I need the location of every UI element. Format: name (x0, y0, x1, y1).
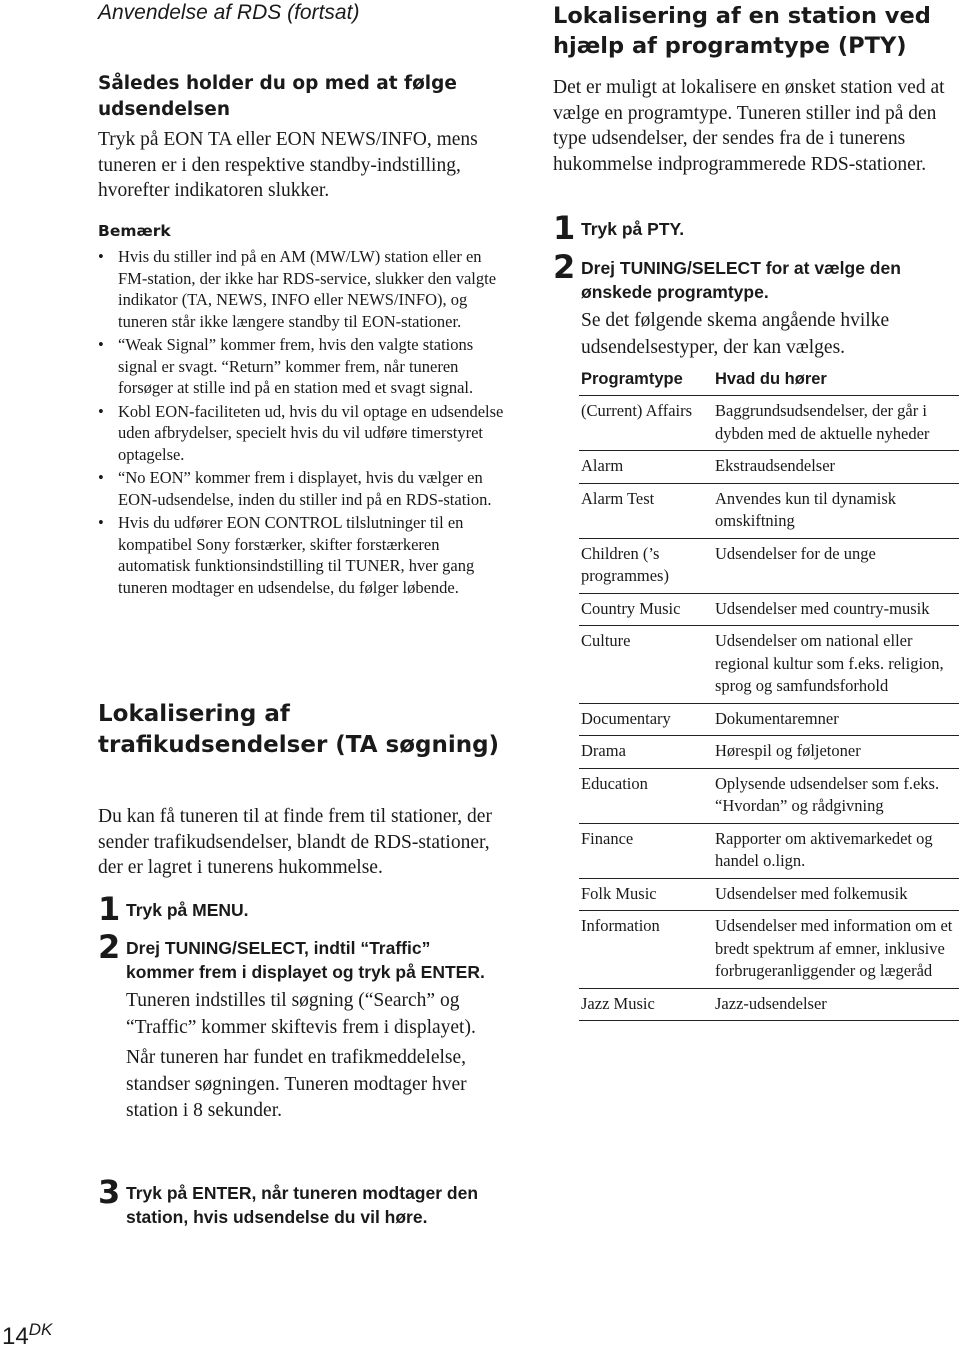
table-row (579, 768, 959, 823)
table-row (579, 396, 959, 451)
programtype-cell: Folk Music (579, 878, 713, 911)
table-row (579, 878, 959, 911)
programtype-cell: Documentary (579, 703, 713, 736)
step-number: 2 (553, 248, 576, 286)
programtype-cell: (Current) Affairs (579, 396, 713, 451)
column-header-programtype: Programtype (579, 366, 713, 396)
description-cell: Jazz-udsendelser (713, 988, 959, 1021)
step-2 (98, 928, 518, 1125)
step-text: Drej TUNING/SELECT for at vælge den ønskede programtype. (581, 258, 901, 302)
description-cell: Udsendelser med folkemusik (713, 878, 959, 911)
note-item (98, 512, 508, 598)
table-row (579, 703, 959, 736)
programtype-cell: Children (’s programmes) (579, 538, 713, 593)
step-text: Tryk på PTY. (581, 219, 685, 239)
step-text: Drej TUNING/SELECT, indtil “Traffic” kommer frem i displayet og tryk på ENTER. (126, 938, 485, 982)
note-item (98, 467, 508, 510)
programtype-cell: Country Music (579, 593, 713, 626)
step-3 (98, 1173, 518, 1229)
note-text: “No EON” kommer frem i displayet, hvis du vælger en EON-udsendelse, inden du stiller ind på en RDS-station. (118, 468, 492, 509)
programtype-cell: Jazz Music (579, 988, 713, 1021)
description-cell: Udsendelser med information om et bredt spektrum af emner, inklusive forbrugeranliggender og lægeråd (713, 911, 959, 989)
page-number (2, 1320, 52, 1351)
bullet-icon: • (98, 513, 104, 532)
table-row (579, 593, 959, 626)
ta-heading: Lokalisering af trafikudsendelser (TA søgning) (98, 701, 500, 758)
step-description: Tuneren indstilles til søgning (“Search” og “Traffic” kommer skiftevis frem i displayet). (126, 990, 476, 1038)
pty-heading: Lokalisering af en station ved hjælp af programtype (PTY) (553, 3, 931, 59)
step-text: Tryk på MENU. (126, 900, 249, 920)
programtype-cell: Information (579, 911, 713, 989)
description-cell: Oplysende udsendelser som f.eks. “Hvordan” og rådgivning (713, 768, 959, 823)
table-row (579, 911, 959, 989)
description-cell: Hørespil og føljetoner (713, 736, 959, 769)
programtype-cell: Alarm Test (579, 483, 713, 538)
pty-intro: Det er muligt at lokalisere en ønsket station ved at vælge en programtype. Tuneren stiller ind på den type udsendelser, der sendes fra de i tunerens hukommelse indprogrammerede RDS-stationer. (553, 77, 945, 175)
step-description: Se det følgende skema angående hvilke udsendelsestyper, der kan vælges. (581, 310, 890, 358)
note-text: Hvis du stiller ind på en AM (MW/LW) station eller en FM-station, der ikke har RDS-service, slukker den valgte indikator (TA, NEWS, INFO eller NEWS/INFO), og tuneren står ikke længere standby til EON-stationer. (118, 247, 497, 331)
section-header: Anvendelse af RDS (fortsat) (98, 1, 360, 24)
step-number: 1 (98, 890, 121, 928)
table-row (579, 451, 959, 484)
page-suffix: DK (28, 1320, 53, 1339)
table-row (579, 626, 959, 704)
programtype-cell: Finance (579, 823, 713, 878)
description-cell: Anvendes kun til dynamisk omskiftning (713, 483, 959, 538)
bullet-icon: • (98, 247, 104, 266)
programtype-table (579, 366, 959, 1021)
description-cell: Udsendelser med country-musik (713, 593, 959, 626)
step-number: 2 (98, 928, 121, 966)
pty-step-1 (553, 209, 958, 247)
page-number-value: 14 (2, 1323, 29, 1350)
note-label: Bemærk (98, 222, 171, 240)
ta-intro: Du kan få tuneren til at finde frem til stationer, der sender trafikudsendelser, blandt de RDS-stationer, der er lagret i tunerens hukommelse. (98, 806, 492, 878)
programtype-cell: Culture (579, 626, 713, 704)
column-header-description: Hvad du hører (713, 366, 959, 396)
subheading: Således holder du op med at følge udsendelsen (98, 73, 457, 120)
notes-list (98, 246, 508, 600)
description-cell: Udsendelser for de unge (713, 538, 959, 593)
description-cell: Dokumentaremner (713, 703, 959, 736)
programtype-cell: Education (579, 768, 713, 823)
note-item (98, 401, 508, 466)
table-row (579, 483, 959, 538)
note-text: Hvis du udfører EON CONTROL tilslutninger til en kompatibel Sony forstærker, skifter forstærkeren automatisk funktionsindstilling til TUNER, hver gang tuneren modtager en udsendelse, du følger løbende. (118, 513, 475, 597)
bullet-icon: • (98, 335, 104, 354)
step-text: Tryk på ENTER, når tuneren modtager den station, hvis udsendelse du vil høre. (126, 1183, 479, 1227)
step-number: 1 (553, 209, 576, 247)
programtype-cell: Alarm (579, 451, 713, 484)
step-number: 3 (98, 1173, 121, 1211)
table-row (579, 736, 959, 769)
table-row (579, 988, 959, 1021)
note-item (98, 246, 508, 332)
step-1 (98, 890, 518, 928)
intro-paragraph: Tryk på EON TA eller EON NEWS/INFO, mens tuneren er i den respektive standby-indstilling, hvorefter indikatoren slukker. (98, 129, 478, 201)
note-item (98, 334, 508, 399)
description-cell: Baggrundsudsendelser, der går i dybden med de aktuelle nyheder (713, 396, 959, 451)
pty-step-2 (553, 248, 958, 361)
table-header-row (579, 366, 959, 396)
description-cell: Ekstraudsendelser (713, 451, 959, 484)
programtype-cell: Drama (579, 736, 713, 769)
bullet-icon: • (98, 401, 104, 421)
description-cell: Rapporter om aktivemarkedet og handel o.lign. (713, 823, 959, 878)
note-text: Kobl EON-faciliteten ud, hvis du vil optage en udsendelse uden afbrydelser, specielt hvis du vil udføre timerstyret optagelse. (118, 401, 504, 464)
bullet-icon: • (98, 468, 104, 487)
note-text: “Weak Signal” kommer frem, hvis den valgte stations signal er svagt. “Return” kommer frem, når tuneren forsøger at stille ind på en station med et svagt signal. (118, 335, 474, 397)
table-row (579, 538, 959, 593)
step-description: Når tuneren har fundet en trafikmeddelelse, standser søgningen. Tuneren modtager hver station i 8 sekunder. (126, 1047, 467, 1121)
table-row (579, 823, 959, 878)
description-cell: Udsendelser om national eller regional kultur som f.eks. religion, sprog og samfundsforhold (713, 626, 959, 704)
